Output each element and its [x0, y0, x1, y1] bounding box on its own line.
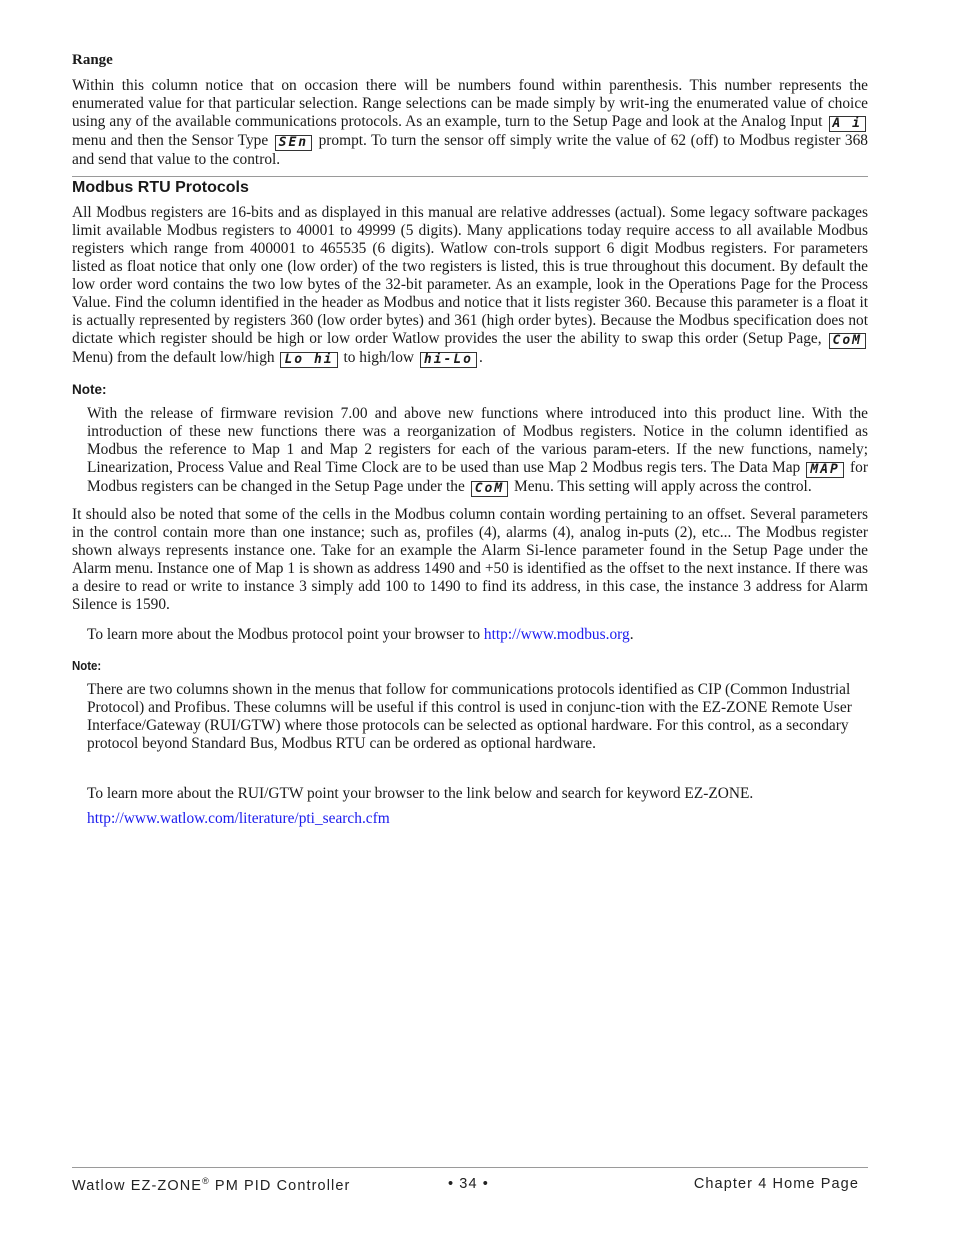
footer-divider [72, 1167, 868, 1168]
lcd-com-menu-2: CoM [471, 481, 508, 497]
note-heading-firmware: Note: [72, 382, 107, 397]
lcd-high-low: hi-Lo [420, 352, 477, 368]
section-divider [72, 176, 868, 177]
footer-page-number: • 34 • [448, 1176, 489, 1192]
modbus-org-link[interactable]: http://www.modbus.org [483, 626, 630, 643]
lcd-com-menu: CoM [829, 333, 866, 349]
note-paragraph-firmware: With the release of firmware revision 7.00 and above new functions where introduced into this product line. With the introduction of these new functions there was a reorganization of Modbus registers. Notice in the column identified as Modbus the reference to Map 1 and Map 2 registers for each of the various param-eters. If the new functions, namely; Linearization, Process Value and Real Time Clock are to be used than use Map 2 Modbus regis ters. The Data Map MAP for Modbus registers can be changed in the Setup Page under the CoM Menu. This setting will apply across the control. [87, 405, 868, 496]
learn-rui-link-line [87, 810, 868, 828]
footer-product-name: Watlow EZ-ZONE® PM PID Controller [72, 1176, 351, 1194]
modbus-heading: Modbus RTU Protocols [72, 179, 249, 196]
watlow-literature-link[interactable]: http://www.watlow.com/literature/pti_search.cfm [87, 810, 390, 827]
note-heading-protocols: Note: [72, 658, 102, 673]
lcd-analog-input: A i [829, 116, 866, 132]
note-paragraph-protocols: There are two columns shown in the menus that follow for communications protocols identified as CIP (Common Industrial Protocol) and Profibus. These columns will be useful if this control is used in conjunc-tion with the EZ-ZONE Remote User Interface/Gateway (RUI/GTW) where those protocols can be selected as optional hardware. For this control, as a secondary protocol beyond Standard Bus, Modbus RTU can be ordered as optional hardware. [87, 681, 852, 752]
document-page [72, 52, 868, 828]
footer-chapter-title: Chapter 4 Home Page [693, 1176, 859, 1192]
range-heading: Range [72, 52, 113, 68]
lcd-sensor-type: SEn [275, 135, 312, 151]
offset-paragraph: It should also be noted that some of the cells in the Modbus column contain wording pertaining to an offset. Several parameters in the control contain more than one instance; such as, profiles (4), alarms (4), analog in-puts (2), etc... The Modbus register shown always represents instance one. Take for an example the Alarm Si-lence parameter found in the Setup Page under the Alarm menu. Instance one of Map 1 is shown as address 1490 and +50 is identified as the offset to the next instance. If there was a desire to read or write to instance 3 simply add 100 to 1490 to find its address, in this case, the instance 3 address for Alarm Silence is 1590. [72, 506, 868, 613]
modbus-paragraph: All Modbus registers are 16-bits and as displayed in this manual are relative addresses (actual). Some legacy software packages limit available Modbus registers to 40001 to 49999 (5 digits). Many applications today require access to all available Modbus registers which range from 400001 to 465535 (6 digits). Watlow con-trols support 6 digit Modbus registers. For parameters listed as float notice that only one (low order) of the two registers is listed, this is true throughout this document. By default the low order word contains the two low bytes of the 32-bit parameter. As an example, look in the Operations Page for the Process Value. Find the column identified in the header as Modbus and notice that it lists register 360. Because this parameter is a float it is actually represented by registers 360 (low order bytes) and 361 (high order bytes). Because the Modbus specification does not dictate which register should be high or low order Watlow provides the user the ability to swap this order (Setup Page, CoM Menu) from the default low/high Lo hi to high/low hi-Lo . [72, 204, 868, 367]
learn-rui-paragraph: To learn more about the RUI/GTW point your browser to the link below and search for keyword EZ-ZONE. [87, 785, 754, 802]
lcd-data-map: MAP [806, 462, 843, 478]
range-paragraph: Within this column notice that on occasion there will be numbers found within parenthesis. This number represents the enumerated value for that particular selection. Range selections can be made simply by writ-ing the enumerated value of choice using any of the available communications protocols. As an example, turn to the Setup Page and look at the Analog Input A i menu and then the Sensor Type SEn prompt. To turn the sensor off simply write the value of 62 (off) to Modbus register 368 and send that value to the control. [72, 77, 868, 168]
lcd-low-high: Lo hi [280, 352, 337, 368]
learn-modbus-paragraph: To learn more about the Modbus protocol point your browser to http://www.modbus.org. [87, 626, 634, 643]
